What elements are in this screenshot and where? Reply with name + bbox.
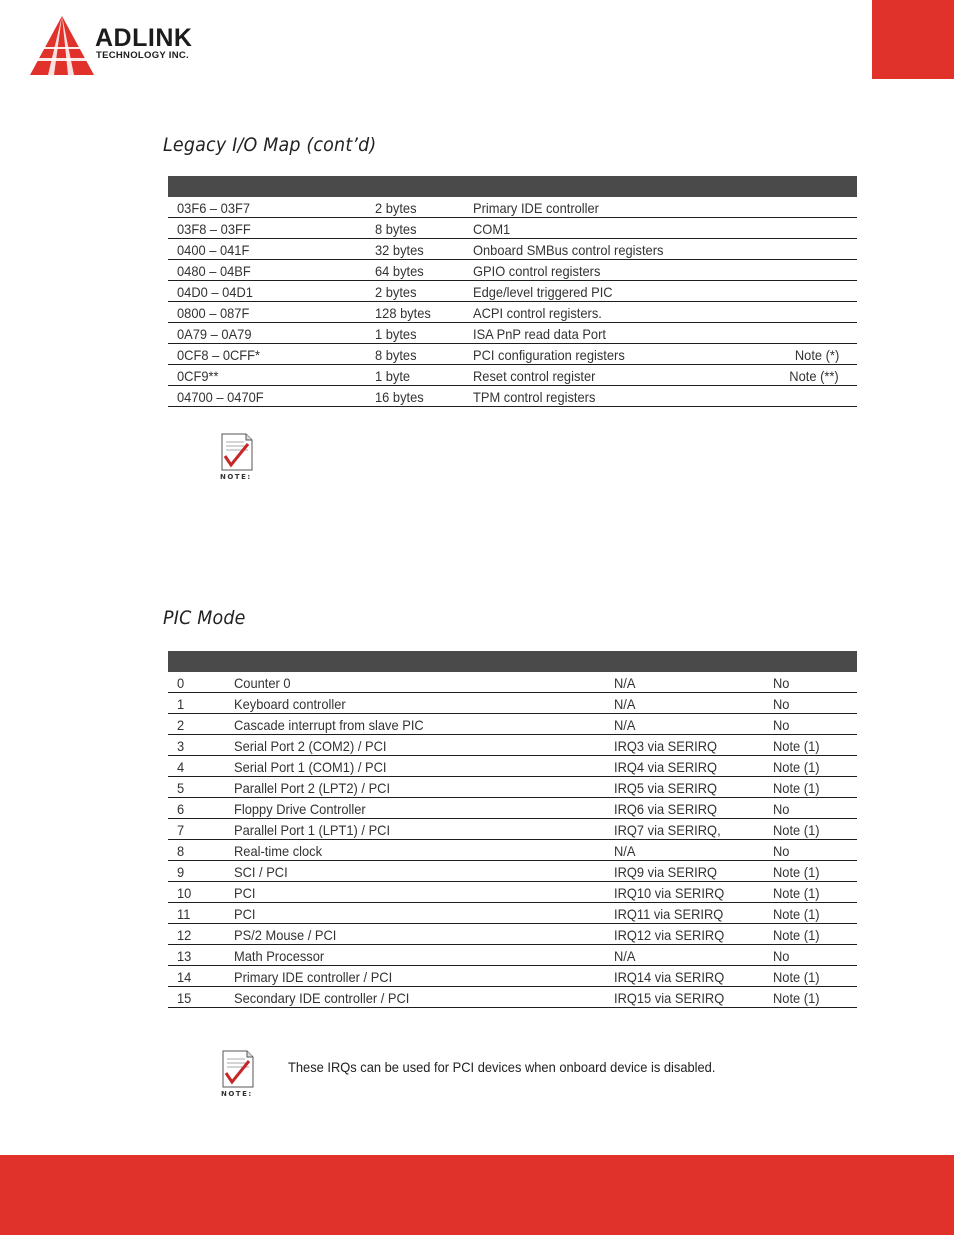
table-row: [168, 714, 857, 735]
table-row: [168, 903, 857, 924]
irq-note-cell: No: [773, 948, 790, 964]
irq-route-cell: N/A: [614, 675, 636, 691]
io-note-cell: Note (*): [794, 347, 839, 363]
irq-device-cell: Keyboard controller: [234, 696, 346, 712]
io-description-cell: Edge/level triggered PIC: [473, 284, 613, 300]
table-row: [168, 672, 857, 693]
table-row: [168, 798, 857, 819]
irq-note-cell: Note (1): [773, 969, 820, 985]
table-row: [168, 197, 857, 218]
footer-accent-band: [0, 1155, 954, 1235]
table-row: [168, 882, 857, 903]
io-description-cell: ACPI control registers.: [473, 305, 602, 321]
adlink-triangle-logo-icon: [28, 14, 98, 78]
irq-note-cell: No: [773, 843, 790, 859]
table-row: [168, 693, 857, 714]
irq-device-cell: Parallel Port 1 (LPT1) / PCI: [234, 822, 391, 838]
irq-device-cell: Counter 0: [234, 675, 291, 691]
io-size-cell: 16 bytes: [375, 389, 424, 405]
checkmark-document-icon: [218, 432, 256, 482]
io-description-cell: ISA PnP read data Port: [473, 326, 606, 342]
irq-device-cell: Real-time clock: [234, 843, 323, 859]
irq-route-cell: IRQ14 via SERIRQ: [614, 969, 725, 985]
irq-device-cell: Serial Port 1 (COM1) / PCI: [234, 759, 387, 775]
table-row: [168, 777, 857, 798]
table-row: [168, 819, 857, 840]
io-map-table-body: [168, 197, 857, 407]
pic-mode-title: PIC Mode: [163, 607, 246, 629]
irq-route-cell: N/A: [614, 843, 636, 859]
io-address-cell: 0CF8 – 0CFF*: [177, 347, 261, 363]
irq-note-cell: Note (1): [773, 738, 820, 754]
irq-route-cell: N/A: [614, 948, 636, 964]
io-address-cell: 0400 – 041F: [177, 242, 250, 258]
svg-text:NOTE:: NOTE:: [221, 1090, 253, 1098]
irq-device-cell: Primary IDE controller / PCI: [234, 969, 393, 985]
irq-number-cell: 8: [177, 843, 185, 859]
io-address-cell: 0800 – 087F: [177, 305, 250, 321]
irq-route-cell: IRQ11 via SERIRQ: [614, 906, 724, 922]
irq-number-cell: 7: [177, 822, 185, 838]
irq-route-cell: IRQ9 via SERIRQ: [614, 864, 718, 880]
irq-note-cell: Note (1): [773, 780, 820, 796]
irq-note-cell: Note (1): [773, 759, 820, 775]
table-row: [168, 386, 857, 407]
irq-route-cell: IRQ12 via SERIRQ: [614, 927, 725, 943]
irq-route-cell: IRQ4 via SERIRQ: [614, 759, 718, 775]
irq-device-cell: Parallel Port 2 (LPT2) / PCI: [234, 780, 391, 796]
pic-mode-table-body: [168, 672, 857, 1008]
io-description-cell: Onboard SMBus control registers: [473, 242, 664, 258]
io-size-cell: 128 bytes: [375, 305, 431, 321]
irq-route-cell: IRQ6 via SERIRQ: [614, 801, 718, 817]
irq-number-cell: 0: [177, 675, 185, 691]
irq-device-cell: Cascade interrupt from slave PIC: [234, 717, 424, 733]
irq-route-cell: IRQ15 via SERIRQ: [614, 990, 725, 1006]
table-row: [168, 239, 857, 260]
irq-device-cell: Floppy Drive Controller: [234, 801, 366, 817]
irq-device-cell: PCI: [234, 906, 256, 922]
io-size-cell: 1 byte: [375, 368, 411, 384]
irq-note-cell: Note (1): [773, 990, 820, 1006]
irq-number-cell: 5: [177, 780, 185, 796]
irq-number-cell: 6: [177, 801, 185, 817]
io-size-cell: 8 bytes: [375, 221, 417, 237]
irq-number-cell: 15: [177, 990, 192, 1006]
io-size-cell: 2 bytes: [375, 284, 417, 300]
irq-device-cell: PS/2 Mouse / PCI: [234, 927, 337, 943]
irq-note-cell: Note (1): [773, 864, 820, 880]
brand-subtitle: TECHNOLOGY INC.: [96, 50, 189, 61]
irq-number-cell: 4: [177, 759, 185, 775]
note-icon: [218, 432, 256, 482]
io-description-cell: GPIO control registers: [473, 263, 601, 279]
irq-device-cell: SCI / PCI: [234, 864, 288, 880]
io-description-cell: PCI configuration registers: [473, 347, 625, 363]
irq-note-cell: Note (1): [773, 906, 820, 922]
io-address-cell: 04D0 – 04D1: [177, 284, 253, 300]
irq-route-cell: IRQ5 via SERIRQ: [614, 780, 718, 796]
table-row: [168, 218, 857, 239]
irq-number-cell: 14: [177, 969, 192, 985]
brand-name: ADLINK: [95, 24, 193, 52]
table-row: [168, 840, 857, 861]
irq-number-cell: 13: [177, 948, 192, 964]
irq-note-cell: Note (1): [773, 885, 820, 901]
io-description-cell: Primary IDE controller: [473, 200, 599, 216]
io-size-cell: 64 bytes: [375, 263, 424, 279]
table-row: [168, 861, 857, 882]
irq-note-cell: No: [773, 675, 790, 691]
pic-mode-table: [168, 651, 857, 1008]
note-icon: [219, 1049, 257, 1099]
pic-mode-table-header: [168, 651, 857, 672]
io-map-table: [168, 176, 857, 407]
io-address-cell: 0A79 – 0A79: [177, 326, 252, 342]
table-row: [168, 966, 857, 987]
checkmark-document-icon: [219, 1049, 257, 1099]
io-description-cell: TPM control registers: [473, 389, 596, 405]
table-row: [168, 756, 857, 777]
table-row: [168, 281, 857, 302]
io-address-cell: 0CF9**: [177, 368, 219, 384]
irq-number-cell: 11: [177, 906, 191, 922]
io-description-cell: COM1: [473, 221, 511, 237]
table-row: [168, 323, 857, 344]
irq-number-cell: 1: [177, 696, 185, 712]
svg-text:NOTE:: NOTE:: [220, 473, 252, 481]
io-description-cell: Reset control register: [473, 368, 596, 384]
irq-note-cell: No: [773, 696, 790, 712]
io-address-cell: 04700 – 0470F: [177, 389, 264, 405]
irq-route-cell: N/A: [614, 717, 636, 733]
irq-route-cell: IRQ3 via SERIRQ: [614, 738, 718, 754]
irq-device-cell: Serial Port 2 (COM2) / PCI: [234, 738, 387, 754]
io-address-cell: 03F6 – 03F7: [177, 200, 251, 216]
table-row: [168, 365, 857, 386]
pic-mode-note-text: These IRQs can be used for PCI devices when onboard device is disabled.: [288, 1059, 716, 1075]
table-row: [168, 302, 857, 323]
table-row: [168, 260, 857, 281]
table-row: [168, 987, 857, 1008]
io-address-cell: 03F8 – 03FF: [177, 221, 251, 237]
io-address-cell: 0480 – 04BF: [177, 263, 251, 279]
irq-route-cell: IRQ10 via SERIRQ: [614, 885, 725, 901]
io-size-cell: 2 bytes: [375, 200, 417, 216]
io-size-cell: 32 bytes: [375, 242, 424, 258]
irq-number-cell: 3: [177, 738, 185, 754]
irq-note-cell: Note (1): [773, 822, 820, 838]
irq-device-cell: Secondary IDE controller / PCI: [234, 990, 410, 1006]
irq-note-cell: No: [773, 717, 790, 733]
io-size-cell: 8 bytes: [375, 347, 417, 363]
io-note-cell: Note (**): [789, 368, 839, 384]
irq-device-cell: Math Processor: [234, 948, 325, 964]
io-size-cell: 1 bytes: [375, 326, 417, 342]
irq-route-cell: N/A: [614, 696, 636, 712]
io-map-table-header: [168, 176, 857, 197]
irq-note-cell: Note (1): [773, 927, 820, 943]
table-row: [168, 735, 857, 756]
corner-accent-tab: [872, 0, 954, 79]
irq-number-cell: 9: [177, 864, 185, 880]
irq-number-cell: 2: [177, 717, 185, 733]
irq-note-cell: No: [773, 801, 790, 817]
table-row: [168, 344, 857, 365]
irq-route-cell: IRQ7 via SERIRQ,: [614, 822, 721, 838]
table-row: [168, 945, 857, 966]
io-map-title: Legacy I/O Map (cont’d): [163, 134, 377, 156]
irq-number-cell: 12: [177, 927, 192, 943]
irq-device-cell: PCI: [234, 885, 256, 901]
table-row: [168, 924, 857, 945]
irq-number-cell: 10: [177, 885, 192, 901]
